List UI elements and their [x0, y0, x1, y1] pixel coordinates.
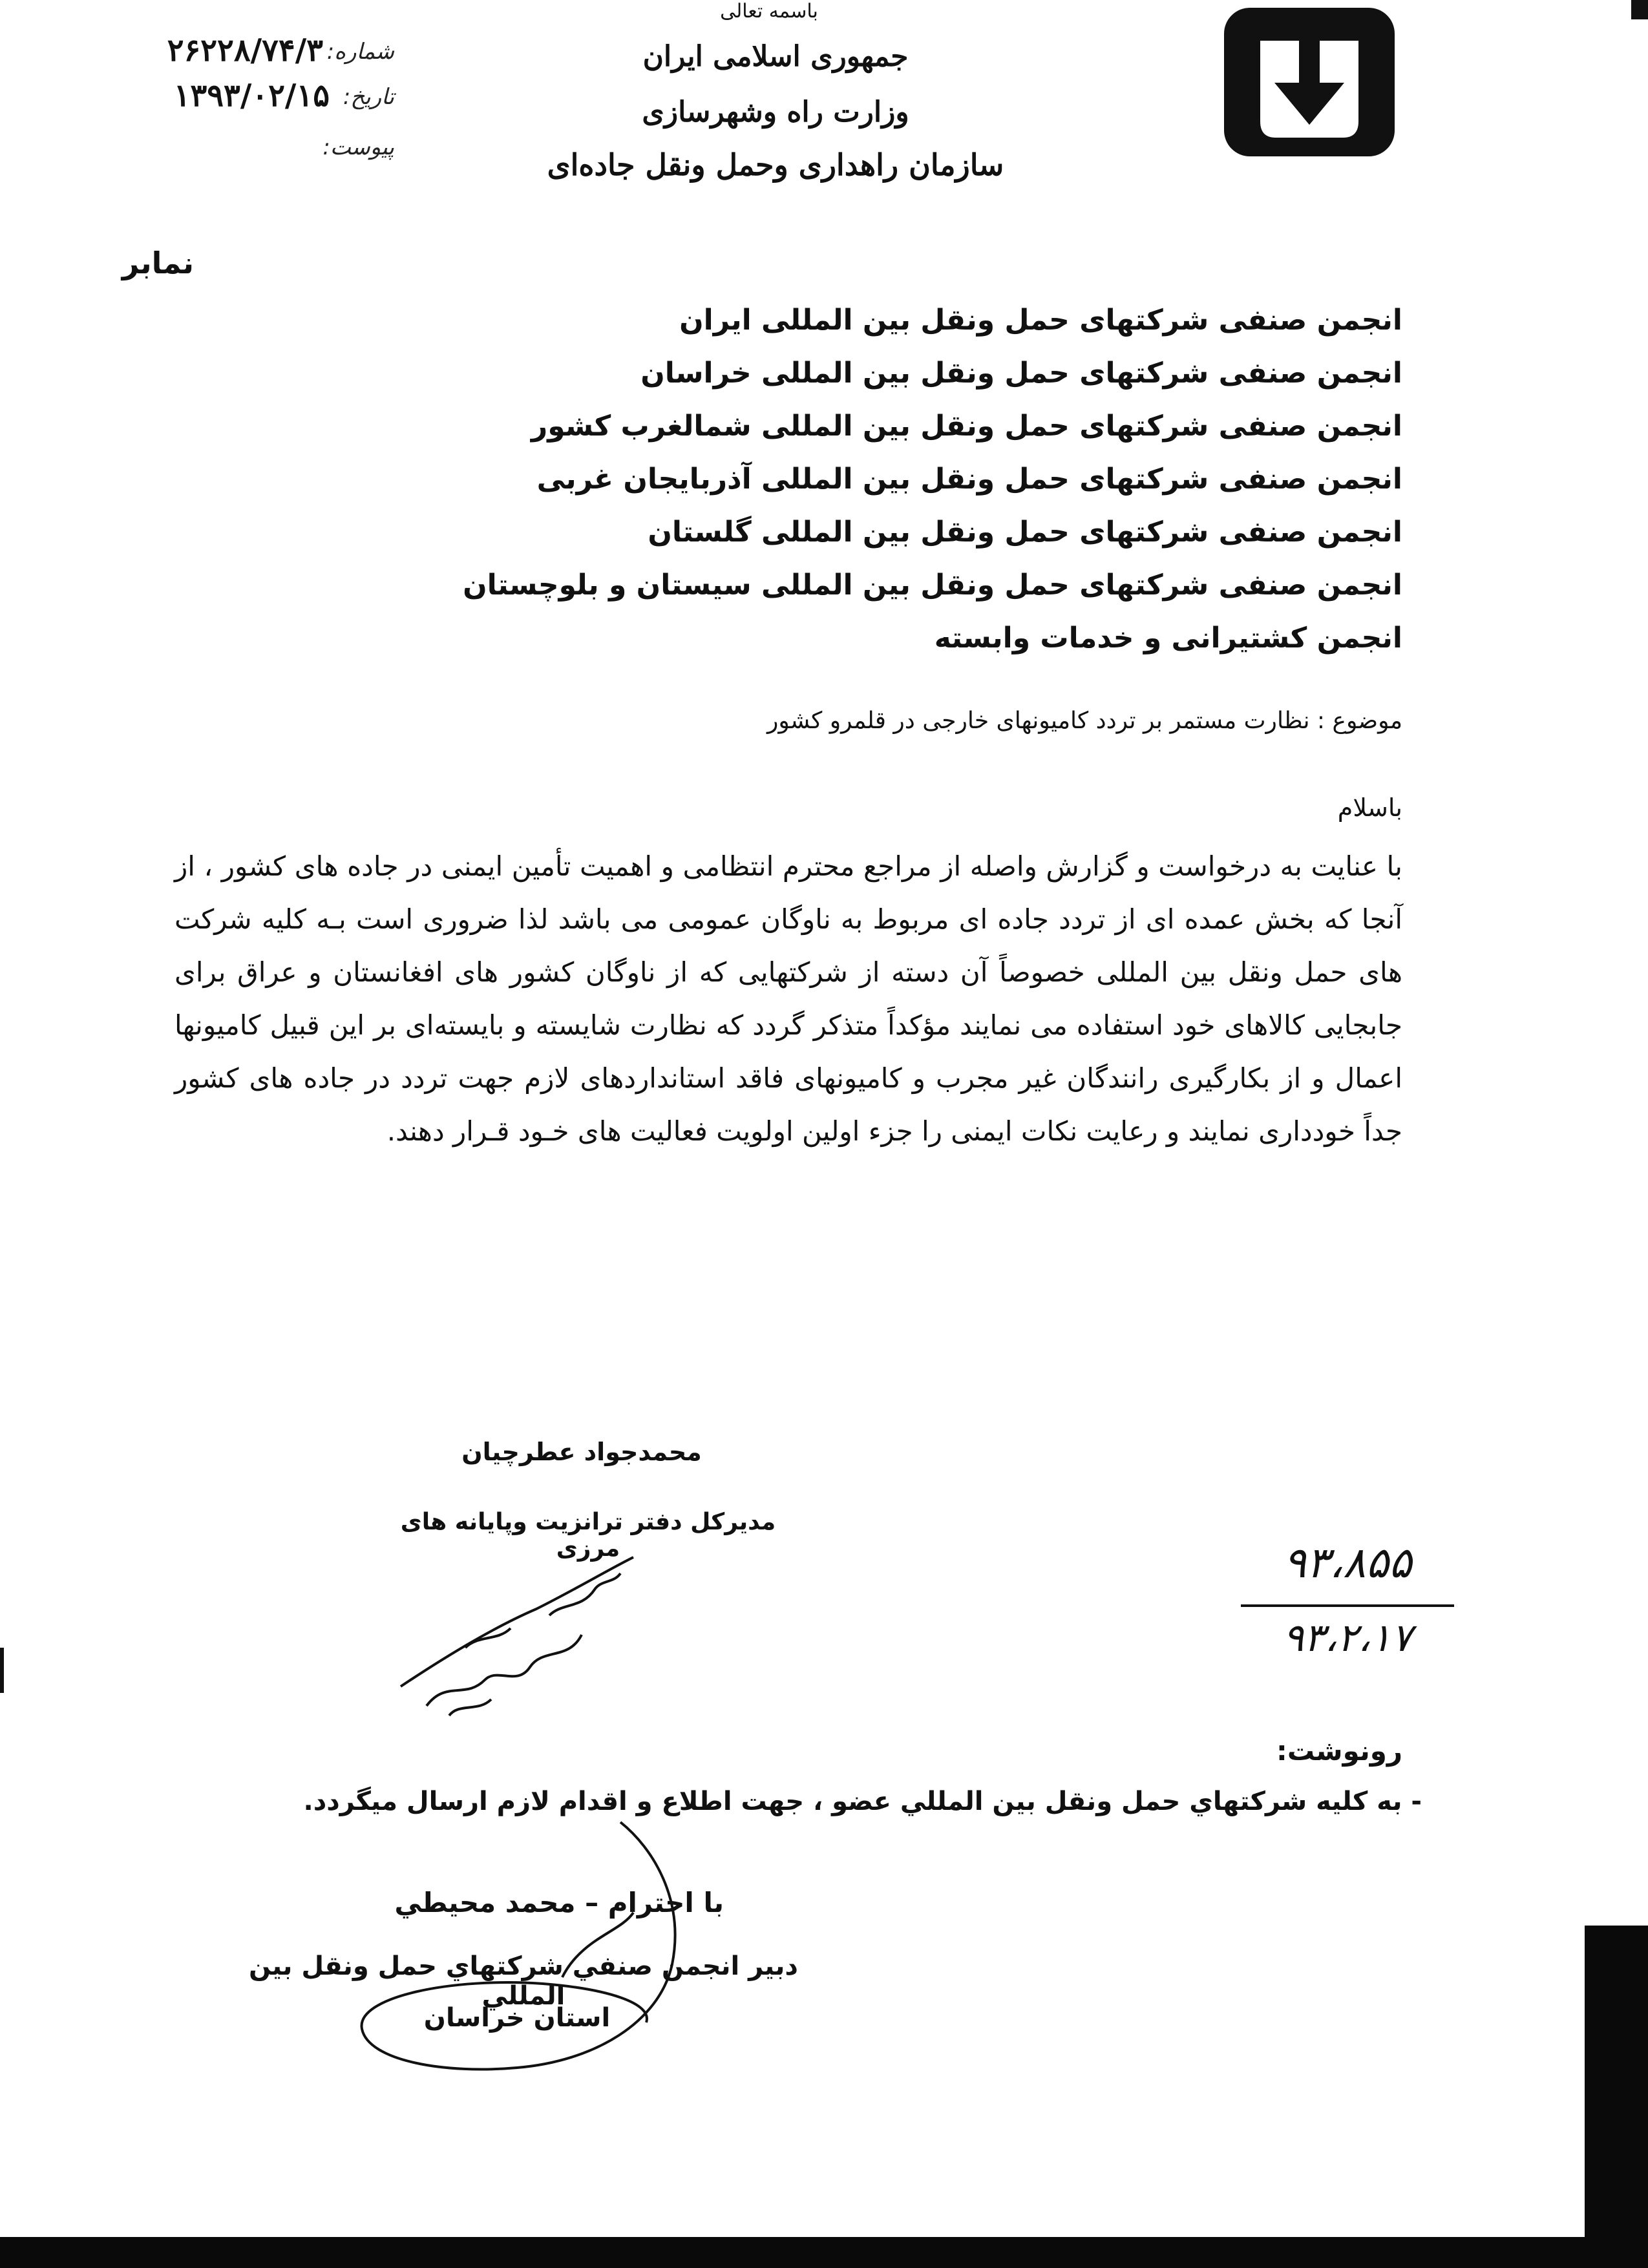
scan-edge [0, 2237, 1648, 2268]
recipient-item: انجمن صنفی شرکتهای حمل ونقل بین المللی آذربایجان غربی [536, 463, 1402, 496]
second-signer-title: دبیر انجمن صنفي شرکتهاي حمل ونقل بین المللي [249, 1951, 798, 2011]
copy-title: رونوشت: [1276, 1735, 1402, 1767]
reference-divider [1241, 1604, 1454, 1607]
ministry-name: وزارت راه وشهرسازی [642, 96, 909, 129]
recipient-item: انجمن صنفی شرکتهای حمل ونقل بین المللی شمالغرب کشور [531, 410, 1402, 443]
recipient-list [433, 294, 1402, 665]
greeting: باسلام [1337, 793, 1402, 822]
organization-name: سازمان راهداری وحمل ونقل جاده‌ای [547, 147, 1004, 182]
number-value: ۲۶۲۲۸/۷۴/۳ [167, 32, 323, 68]
attachment-label: پیوست: [322, 134, 394, 160]
recipient-item: انجمن صنفی شرکتهای حمل ونقل بین المللی ایران [679, 304, 1402, 337]
scan-edge [1631, 0, 1648, 19]
number-label: شماره: [326, 39, 394, 65]
road-organization-logo [1221, 5, 1397, 159]
subject-line: موضوع : نظارت مستمر بر تردد کامیونهای خارجی در قلمرو کشور [767, 708, 1402, 734]
recipient-item: انجمن صنفی شرکتهای حمل ونقل بین المللی خراسان [640, 357, 1402, 390]
fax-label: نمابر [121, 246, 194, 280]
bismillah: باسمه تعالی [720, 0, 818, 23]
signer-name: محمدجواد عطرچیان [461, 1438, 702, 1466]
handwritten-signature [388, 1551, 711, 1719]
recipient-item: انجمن صنفی شرکتهای حمل ونقل بین المللی گلستان [648, 516, 1402, 549]
handwritten-reference-date: ۹۳،۲،۱۷ [1283, 1615, 1412, 1661]
republic-name: جمهوری اسلامی ایران [642, 40, 909, 73]
recipient-item: انجمن صنفی شرکتهای حمل ونقل بین المللی سیستان و بلوچستان [463, 569, 1402, 602]
date-label: تاریخ: [343, 84, 394, 110]
scan-edge [0, 1648, 4, 1693]
copy-text: - به کلیه شرکتهاي حمل ونقل بین المللي عضو ، جهت اطلاع و اقدام لازم ارسال میگردد. [303, 1787, 1422, 1816]
handwritten-reference-number: ۹۳،۸۵۵ [1283, 1538, 1412, 1588]
recipient-item: انجمن کشتیرانی و خدمات وابسته [934, 622, 1402, 655]
second-signer-region: استان خراسان [423, 2003, 611, 2033]
scan-edge [1585, 1926, 1648, 2268]
letter-body: با عنایت به درخواست و گزارش واصله از مراجع محترم انتظامی و اهمیت تأمین ایمنی در جاده های کشور ، از آنجا که بخش عمده ای از تردد جاده ای مربوط به ناوگان عمومی می باشد لذا ضروری است بـه کلیه شرکت های حمل ونقل بین المللی خصوصاً آن دسته از شرکتهایی که از ناوگان کشور های افغانستان و عراق برای جابجایی کالاهای خود استفاده می نمایند مؤکداً متذکر گردد که نظارت شایسته و بایسته‌ای بر این قبیل کامیونها اعمال و از بکارگیری رانندگان غیر مجرب و کامیونهای فاقد استانداردهای لازم جهت تردد در جاده های کشور جداً خودداری نمایند و رعایت نکات ایمنی را جزء اولین اولویت فعالیت های خـود قـرار دهند. [174, 850, 1402, 1147]
date-value: ۱۳۹۳/۰۲/۱۵ [173, 78, 330, 114]
closing-regards: با احترام – محمد محیطي [394, 1887, 724, 1918]
signer-title: مدیرکل دفتر ترانزیت وپایانه های مرزی [400, 1509, 776, 1562]
